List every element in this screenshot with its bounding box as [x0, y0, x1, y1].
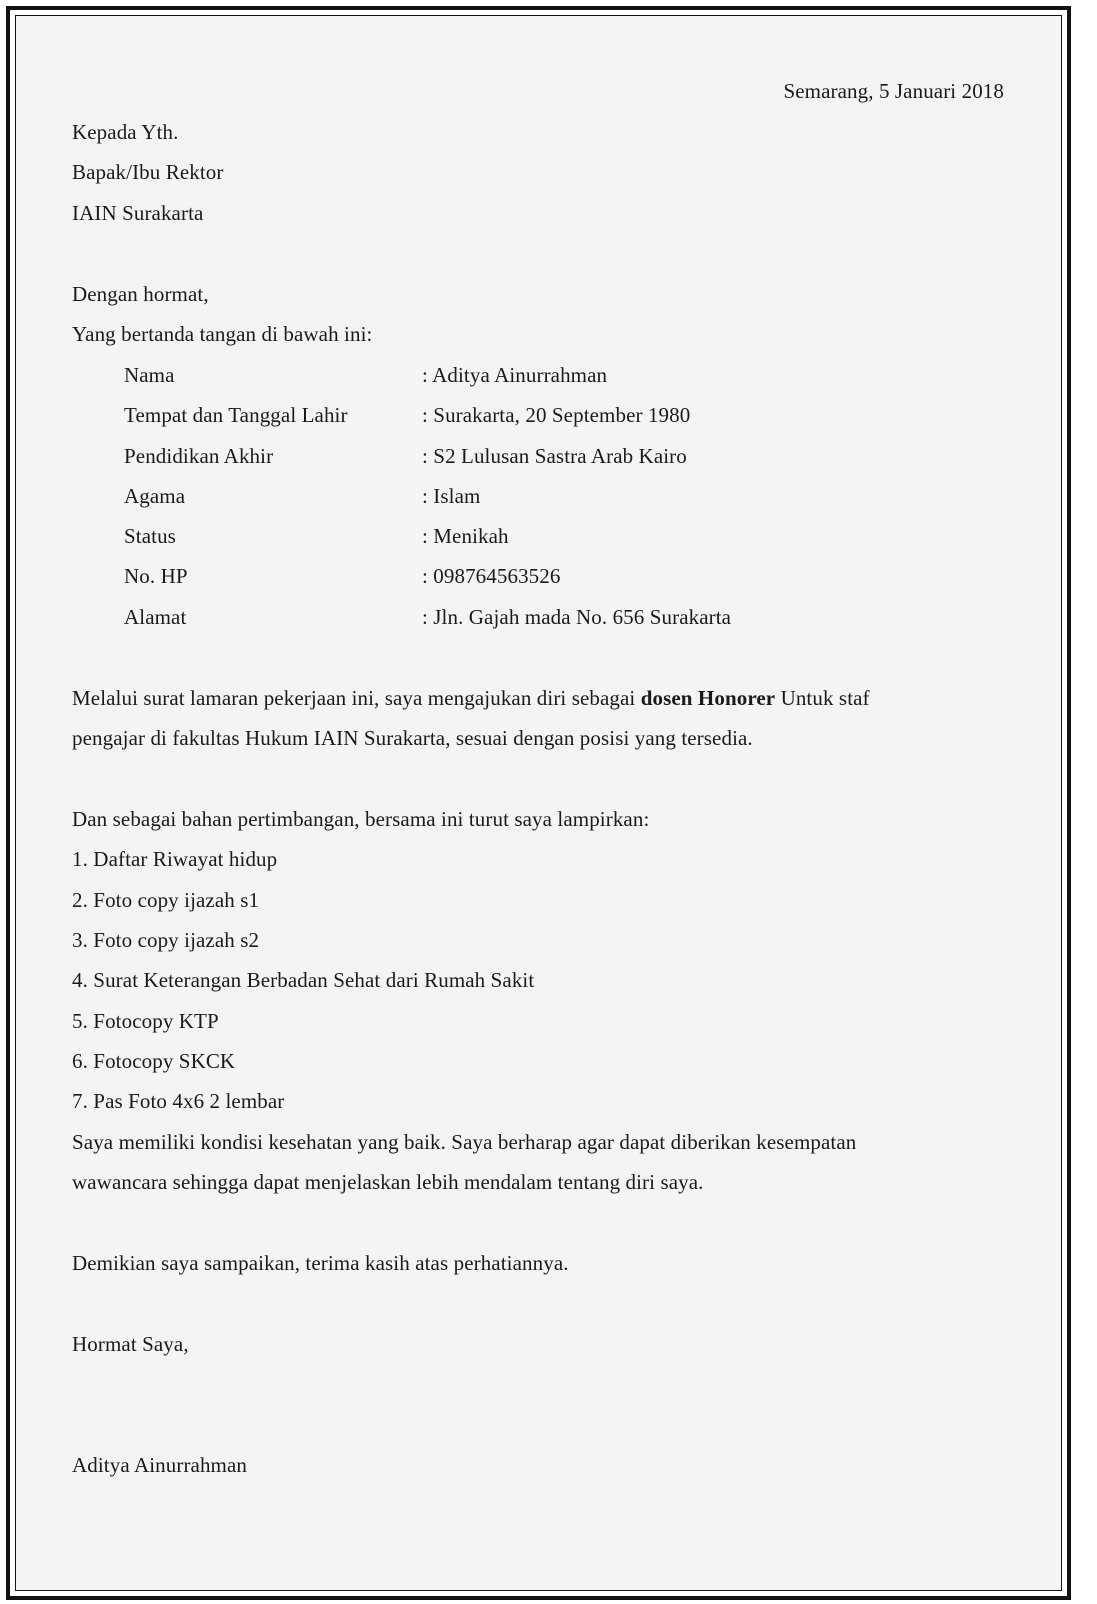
- attachment-item: 2. Foto copy ijazah s1: [72, 888, 260, 912]
- attachment-item: 3. Foto copy ijazah s2: [72, 928, 260, 952]
- field-label-hp: No. HP: [124, 564, 188, 588]
- field-label-status: Status: [124, 524, 176, 548]
- field-label-nama: Nama: [124, 363, 175, 387]
- field-value-status: : Menikah: [422, 524, 509, 548]
- body-text: Melalui surat lamaran pekerjaan ini, saya mengajukan diri sebagai: [72, 686, 641, 710]
- field-label-agama: Agama: [124, 484, 186, 508]
- field-value-ttl: : Surakarta, 20 September 1980: [422, 403, 691, 427]
- closing-text: Demikian saya sampaikan, terima kasih atas perhatiannya.: [72, 1251, 569, 1275]
- body-paragraph-line: pengajar di fakultas Hukum IAIN Surakarta, sesuai dengan posisi yang tersedia.: [72, 726, 753, 750]
- greeting: Dengan hormat,: [72, 282, 209, 306]
- position-emphasis: dosen Honorer: [640, 686, 776, 710]
- attachment-item: 7. Pas Foto 4x6 2 lembar: [72, 1089, 285, 1113]
- field-label-alamat: Alamat: [124, 605, 187, 629]
- field-label-ttl: Tempat dan Tanggal Lahir: [124, 403, 348, 427]
- salutation: Hormat Saya,: [72, 1332, 189, 1356]
- field-value-nama: : Aditya Ainurrahman: [422, 363, 608, 387]
- intro-text: Yang bertanda tangan di bawah ini:: [72, 322, 373, 346]
- health-statement-line: Saya memiliki kondisi kesehatan yang baik. Saya berharap agar dapat diberikan kesempatan: [72, 1130, 857, 1154]
- letter-page: [15, 15, 1062, 1591]
- field-value-agama: : Islam: [422, 484, 481, 508]
- attachment-item: 5. Fotocopy KTP: [72, 1009, 219, 1033]
- recipient-line: Bapak/Ibu Rektor: [72, 160, 224, 184]
- attachment-item: 4. Surat Keterangan Berbadan Sehat dari Rumah Sakit: [72, 968, 535, 992]
- recipient-line: Kepada Yth.: [72, 120, 179, 144]
- attachment-item: 6. Fotocopy SKCK: [72, 1049, 236, 1073]
- letter-date: Semarang, 5 Januari 2018: [783, 79, 1004, 103]
- body-paragraph-line: [72, 685, 870, 711]
- body-text: Untuk staf: [775, 686, 870, 710]
- attachment-item: 1. Daftar Riwayat hidup: [72, 847, 278, 871]
- field-value-pendidikan: : S2 Lulusan Sastra Arab Kairo: [422, 444, 687, 468]
- field-label-pendidikan: Pendidikan Akhir: [124, 444, 274, 468]
- field-value-hp: : 098764563526: [422, 564, 561, 588]
- recipient-line: IAIN Surakarta: [72, 201, 204, 225]
- signature-name: Aditya Ainurrahman: [72, 1453, 248, 1477]
- field-value-alamat: : Jln. Gajah mada No. 656 Surakarta: [422, 605, 732, 629]
- attachments-intro: Dan sebagai bahan pertimbangan, bersama ini turut saya lampirkan:: [72, 807, 650, 831]
- health-statement-line: wawancara sehingga dapat menjelaskan lebih mendalam tentang diri saya.: [72, 1170, 704, 1194]
- page-border-outer: [6, 6, 1071, 1600]
